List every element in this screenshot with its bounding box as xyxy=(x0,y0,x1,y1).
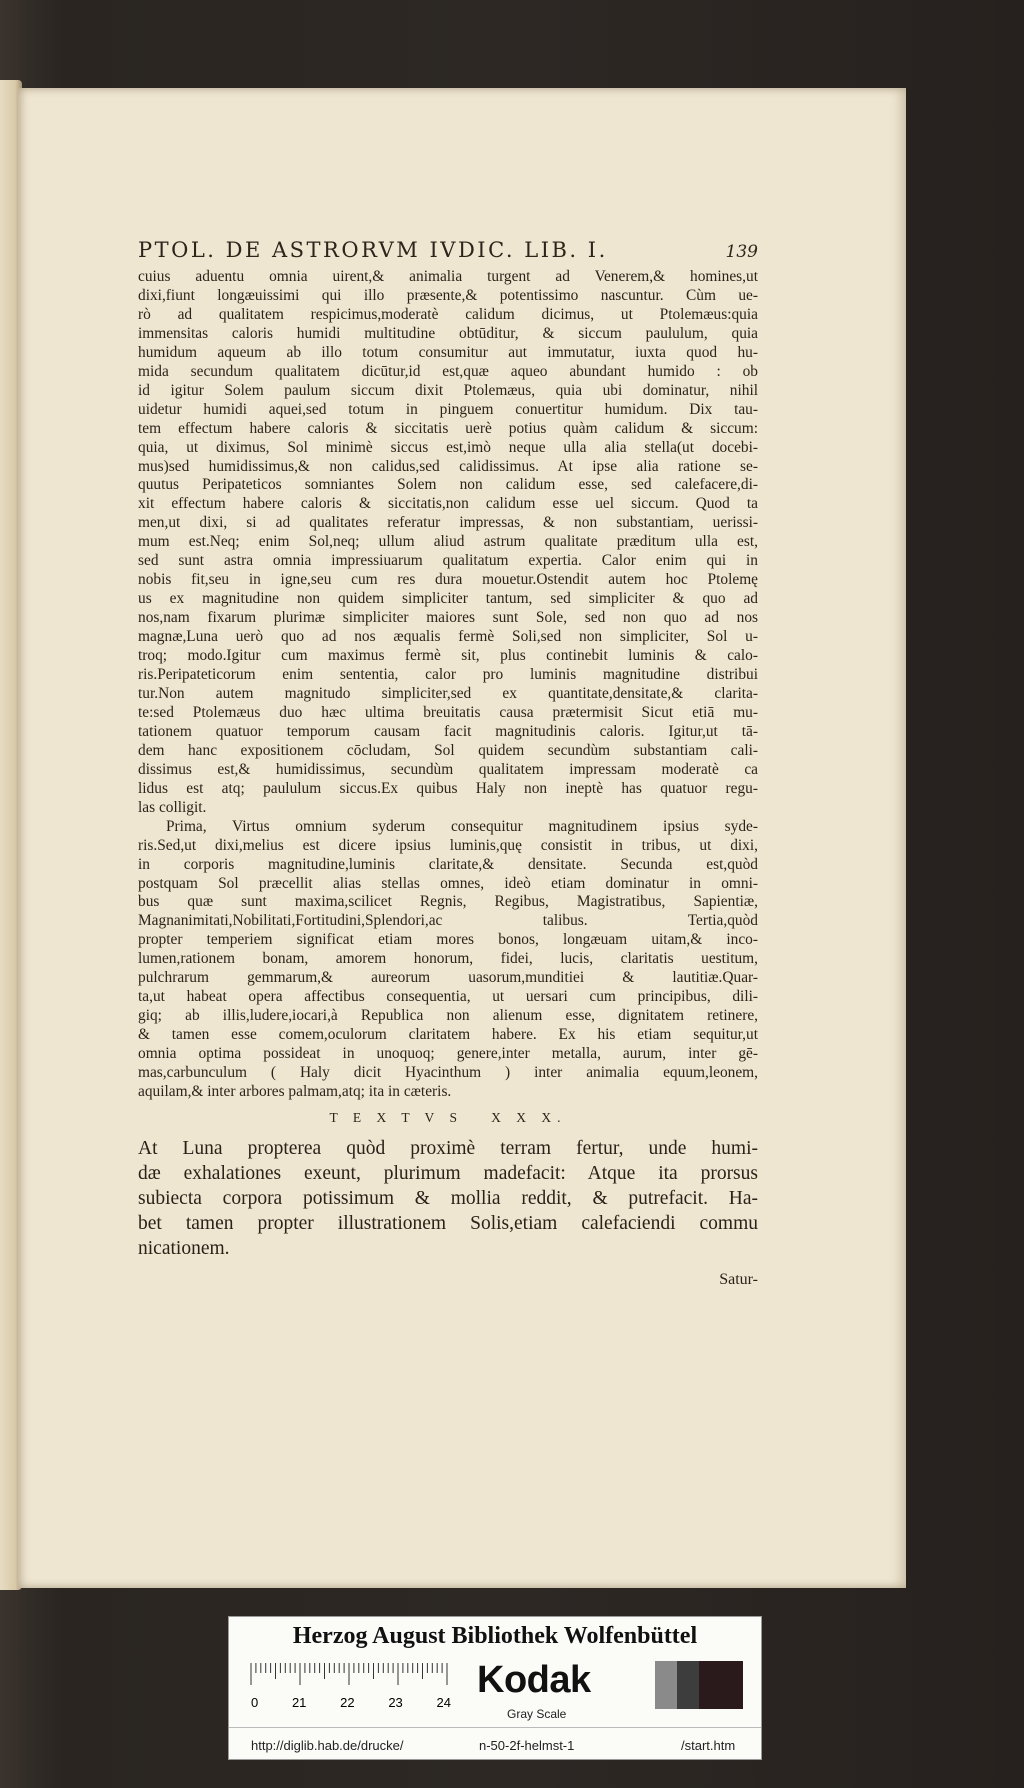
text-line: dissimus est,& humidissimus, secundùm qualitatem impressam moderatè ca xyxy=(138,760,758,778)
text-line: mida secundum qualitatem dicūtur,id est,quæ aqueo abundant humido : ob xyxy=(138,362,758,380)
text-line: ris.Sed,ut dixi,melius est dicere ipsius luminis,quę consistit in tribus, ut dixi, xyxy=(138,836,758,854)
text-line: quutus Peripateticos somniantes Solem non calidum esse, sed calefacere,di- xyxy=(138,476,758,494)
url-id[interactable]: n-50-2f-helmst-1 xyxy=(479,1737,575,1753)
url-row xyxy=(229,1731,761,1759)
text-line: uidetur humidi aquei,sed totum in pinguem conuertitur humidum. Dix tau- xyxy=(138,400,758,418)
text-line: immensitas caloris humidi multitudine obtūditur, & siccum paululum, quia xyxy=(138,324,758,342)
label-divider xyxy=(229,1727,761,1728)
ruler-number: 0 xyxy=(251,1695,259,1710)
catchword: Satur- xyxy=(719,1270,758,1288)
text-line: quia, ut diximus, Sol minimè siccus est,imò neque ulla alia stella(ut docebi- xyxy=(138,438,758,456)
text-line: xit effectum habere caloris & siccitatis,non calidum esse uel siccum. Quod ta xyxy=(138,495,758,513)
url-suffix[interactable]: /start.htm xyxy=(681,1737,736,1753)
text-line: bus quæ sunt maxima,scilicet Regnis, Regibus, Magistratibus, Sapientiæ, xyxy=(138,893,758,911)
ruler-number: 24 xyxy=(436,1695,451,1710)
text-line: nicationem. xyxy=(138,1237,230,1259)
kodak-logo: Kodak xyxy=(477,1659,591,1701)
text-line: aquilam,& inter arbores palmam,atq; ita in cæteris. xyxy=(138,1082,452,1100)
text-line: postquam Sol præcellit alias stellas omnes, ideò etiam dominatur in omni- xyxy=(138,874,758,892)
text-line: At Luna propterea quòd proximè terram fertur, unde humi- xyxy=(138,1137,758,1159)
text-line: rò ad qualitatem respicimus,moderatè calidum dicimus, ut Ptolemæus:quia xyxy=(138,305,758,323)
text-line: in corporis magnitudine,luminis claritate,& densitate. Secunda est,quòd xyxy=(138,855,758,873)
text-line: tationem quatuor temporum causam facit magnitudinis caloris. Igitur,ut tā- xyxy=(138,722,758,740)
running-head-title: PTOL. DE ASTRORVM IVDIC. LIB. I. xyxy=(138,238,608,262)
text-line: sed sunt astra omnia impressiuarum qualitatum expertia. Calor enim qui in xyxy=(138,552,758,570)
library-name: Herzog August Bibliothek Wolfenbüttel xyxy=(292,1623,698,1649)
text-line: subiecta corpora potissimum & mollia reddit, & putrefacit. Ha- xyxy=(138,1187,758,1209)
text-line: omnia optima possideat in unoquoq; genere,inter metalla, aurum, inter gē- xyxy=(138,1045,758,1063)
swatch-dark-gray xyxy=(677,1661,699,1709)
text-line: bet tamen propter illustrationem Solis,etiam calefaciendi commu xyxy=(138,1212,758,1234)
text-line: cuius aduentu omnia uirent,& animalia turgent ad Venerem,& homines,ut xyxy=(138,268,758,285)
text-line: lumen,rationem bonam, amorem honorum, fidei, lucis, claritatis uestitum, xyxy=(138,950,758,968)
commentary-paragraph-1 xyxy=(138,268,758,818)
gray-scale-swatches xyxy=(655,1661,743,1709)
text-line: dixi,fiunt longæuissimi qui illo præsente,& potentissimo nascuntur. Cùm ue- xyxy=(138,286,758,304)
text-line: magnæ,Luna uerò quo ad nos æqualis fermè Soli,sed non simpliciter, Sol u- xyxy=(138,628,758,646)
library-label xyxy=(228,1616,762,1760)
text-line: dæ exhalationes exeunt, plurimum madefacit: Atque ita prorsus xyxy=(138,1162,758,1184)
text-line: ris.Peripateticorum enim sententia, calor pro luminis magnitudine distribui xyxy=(138,666,758,684)
ruler-number: 23 xyxy=(388,1695,403,1710)
text-line: mum est.Neq; enim Sol,neq; ullum aliud astrum qualitate præditum ulla est, xyxy=(138,533,758,551)
text-line: te:sed Ptolemæus duo hæc ultima breuitatis causa prætermisit Sicut etiā mu- xyxy=(138,703,758,721)
text-line: ta,ut habeat opera affectibus consequentia, ut uersari cum principibus, dili- xyxy=(138,988,758,1006)
text-line: tem effectum habere caloris & siccitatis uerè potius quàm calidum & siccum: xyxy=(138,419,758,437)
ruler-number: 22 xyxy=(340,1695,355,1710)
text-line: nos,nam fixarum plurimæ simpliciter maiores sunt Sole, sed non quo ad nos xyxy=(138,609,758,627)
text-line: nobis fit,seu in igne,seu cum res dura mouetur.Ostendit autem hoc Ptolemę xyxy=(138,571,758,589)
url-base[interactable]: http://diglib.hab.de/drucke/ xyxy=(251,1737,404,1753)
text-line: id igitur Solem paulum siccum dixit Ptolemæus, quia ubi dominatur, nihil xyxy=(138,381,758,399)
textus-heading: T E X T V S X X X. xyxy=(329,1109,567,1125)
page-content xyxy=(138,238,758,1289)
gray-scale-caption: Gray Scale xyxy=(507,1707,567,1721)
ruler-numbers xyxy=(251,1695,451,1710)
textus-paragraph xyxy=(138,1136,758,1261)
book-page xyxy=(18,88,906,1588)
scale-ruler xyxy=(247,1661,451,1699)
text-line: propter temperiem significat etiam mores bonos, longæuam uitam,& inco- xyxy=(138,931,758,949)
text-line: us ex magnitudine non quidem simpliciter tantum, sed simpliciter & quo ad xyxy=(138,590,758,608)
text-line: troq; modo.Igitur cum maximus fermè sit, plus continebit luminis & calo- xyxy=(138,647,758,665)
text-line: Prima, Virtus omnium syderum consequitur magnitudinem ipsius syde- xyxy=(166,817,758,835)
text-line: pulchrarum gemmarum,& aureorum uasorum,munditiei & lautitiæ.Quar- xyxy=(138,969,758,987)
text-line: lidus est atq; paululum siccus.Ex quibus Haly non ineptè has quatuor regu- xyxy=(138,779,758,797)
swatch-mid-gray xyxy=(655,1661,677,1709)
page-number: 139 xyxy=(725,242,758,262)
text-line: & tamen esse comem,oculorum claritatem habere. Ex his etiam sequitur,ut xyxy=(138,1026,758,1044)
running-head xyxy=(138,238,758,262)
commentary-paragraph-2 xyxy=(138,818,758,1102)
swatch-black xyxy=(699,1661,743,1709)
text-line: humidum aqueum ab illo totum consumitur aut immutatur, iuxta quod hu- xyxy=(138,343,758,361)
text-line: Magnanimitati,Nobilitati,Fortitudini,Splendori,ac talibus. Tertia,quòd xyxy=(138,912,758,930)
ruler-number: 21 xyxy=(291,1695,307,1710)
text-line: las colligit. xyxy=(138,798,207,816)
text-line: mus)sed humidissimus,& non calidus,sed calidissimus. At ipse alia ratione se- xyxy=(138,457,758,475)
text-line: giq; ab illis,ludere,iocari,à Republica non alienum esse, dignitatem retinere, xyxy=(138,1007,758,1025)
text-line: mas,carbunculum ( Haly dicit Hyacinthum ) inter animalia equum,leonem, xyxy=(138,1064,758,1082)
text-line: dem hanc expositionem cōcludam, Sol quidem secundùm substantiam cali- xyxy=(138,741,758,759)
text-line: men,ut dixi, si ad qualitates referatur impressas, & non substantiam, uerissi- xyxy=(138,514,758,532)
text-line: tur.Non autem magnitudo simpliciter,sed ex quantitate,densitate,& clarita- xyxy=(138,684,758,702)
